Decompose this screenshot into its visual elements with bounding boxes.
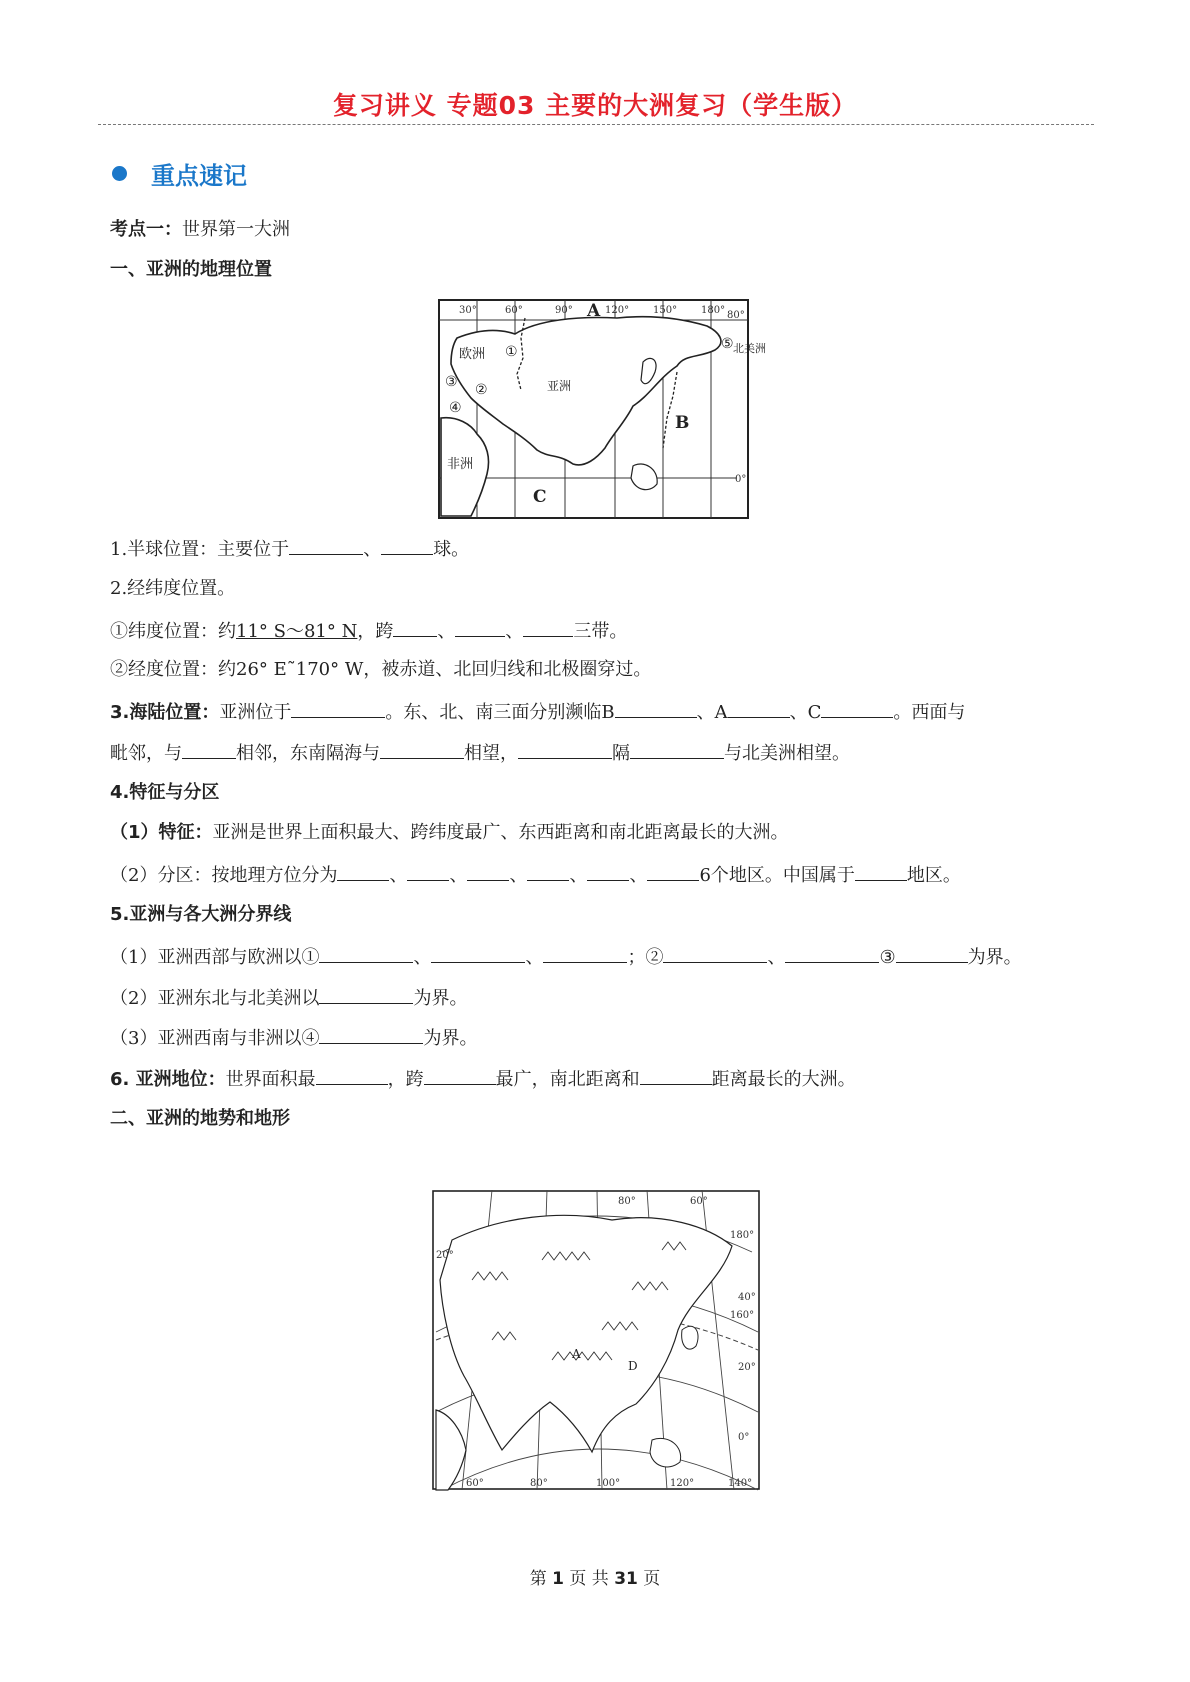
map1-num-1: ① bbox=[505, 344, 518, 360]
lon-label-90: 90° bbox=[555, 305, 573, 316]
blank bbox=[615, 699, 697, 718]
q5-1-text-d: 为界。 bbox=[967, 947, 1022, 968]
blank bbox=[319, 1025, 423, 1044]
blank bbox=[647, 862, 699, 881]
blank bbox=[291, 699, 385, 718]
footer-text-b: 页 共 bbox=[569, 1569, 609, 1589]
blank bbox=[319, 985, 413, 1004]
blank bbox=[393, 618, 437, 637]
lon-label-60: 60° bbox=[505, 305, 523, 316]
blank bbox=[424, 1066, 496, 1085]
q3b-text-a: 毗邻，与 bbox=[110, 743, 182, 764]
blank bbox=[316, 1066, 388, 1085]
map2-left-label-20: 20° bbox=[436, 1250, 454, 1261]
kaodian-line bbox=[110, 218, 290, 242]
blank bbox=[543, 944, 627, 963]
kaodian-text: 世界第一大洲 bbox=[182, 219, 290, 240]
q1-line bbox=[110, 536, 469, 562]
q2-1-latitude-range: 11° S～81° N bbox=[236, 621, 358, 642]
q4-2-text-b: 6个地区。中国属于 bbox=[699, 865, 855, 886]
sep: 、 bbox=[525, 947, 544, 968]
blank bbox=[728, 699, 790, 718]
section-heading-text: 重点速记 bbox=[151, 162, 247, 190]
q2-1-text-a: ①纬度位置：约 bbox=[110, 621, 236, 642]
sep: 、 bbox=[629, 865, 648, 886]
lon-label-150: 150° bbox=[653, 305, 678, 316]
q6-label: 6. 亚洲地位： bbox=[110, 1069, 226, 1090]
q3-text-d: 、C bbox=[789, 702, 822, 723]
map1-label-asia: 亚洲 bbox=[547, 379, 572, 393]
map2-top-label-80: 80° bbox=[618, 1196, 636, 1207]
q5-1-line bbox=[110, 944, 1022, 970]
title-divider bbox=[98, 124, 1094, 125]
q4-2-text-c: 地区。 bbox=[906, 865, 961, 886]
q3b-text-e: 与北美洲相望。 bbox=[724, 743, 850, 764]
q3-label: 3.海陆位置： bbox=[110, 702, 220, 723]
lat-label-0: 0° bbox=[735, 474, 747, 485]
page-title: 复习讲义 专题03 主要的大洲复习（学生版） bbox=[332, 91, 858, 120]
map1-num-5: ⑤ bbox=[721, 336, 734, 352]
blank bbox=[855, 862, 907, 881]
map2-bottom-label-80: 80° bbox=[530, 1478, 548, 1489]
map1-label-north-america: 北美洲 bbox=[733, 342, 766, 355]
q6-text-a: 世界面积最 bbox=[225, 1069, 316, 1090]
blank bbox=[630, 740, 724, 759]
map2-right-label-40: 40° bbox=[738, 1292, 756, 1303]
q6-text-d: 距离最长的大洲。 bbox=[711, 1069, 856, 1090]
footer-page-number: 1 bbox=[552, 1569, 564, 1589]
q5-heading: 5.亚洲与各大洲分界线 bbox=[110, 904, 292, 925]
blank bbox=[289, 536, 363, 555]
map2-bottom-label-120: 120° bbox=[670, 1478, 695, 1489]
blank bbox=[527, 862, 569, 881]
q4-1-text: 亚洲是世界上面积最大、跨纬度最广、东西距离和南北距离最长的大洲。 bbox=[212, 822, 789, 843]
q1-text-b: 、 bbox=[363, 539, 382, 560]
q4-1-line bbox=[110, 821, 789, 845]
part1-heading: 一、亚洲的地理位置 bbox=[110, 259, 272, 280]
footer-text-a: 第 bbox=[529, 1569, 547, 1589]
blank bbox=[523, 618, 573, 637]
sep: 、 bbox=[569, 865, 588, 886]
map1-num-3: ③ bbox=[445, 374, 458, 390]
blank bbox=[431, 944, 525, 963]
blank bbox=[380, 740, 464, 759]
q6-line bbox=[110, 1066, 856, 1092]
blank bbox=[319, 944, 413, 963]
q2-line: 2.经纬度位置。 bbox=[110, 578, 236, 599]
q4-2-text-a: （2）分区：按地理方位分为 bbox=[110, 865, 338, 886]
blank bbox=[663, 944, 767, 963]
sep: 、 bbox=[413, 947, 432, 968]
q2-1-text-d: 、 bbox=[505, 621, 524, 642]
lon-label-180: 180° bbox=[701, 305, 726, 316]
lon-label-120: 120° bbox=[605, 305, 630, 316]
q1-text-a: 1.半球位置：主要位于 bbox=[110, 539, 290, 560]
map2-mark-d: D bbox=[628, 1359, 638, 1373]
map2-bottom-label-100: 100° bbox=[596, 1478, 621, 1489]
blank bbox=[381, 536, 433, 555]
map2-bottom-label-60: 60° bbox=[466, 1478, 484, 1489]
blank bbox=[785, 944, 879, 963]
q4-heading: 4.特征与分区 bbox=[110, 782, 220, 803]
bullet-icon bbox=[112, 166, 127, 181]
q5-3-text-a: （3）亚洲西南与非洲以④ bbox=[110, 1028, 320, 1049]
q5-1-text-c: ③ bbox=[879, 947, 896, 968]
map1-mark-c: C bbox=[533, 487, 547, 507]
q5-3-text-b: 为界。 bbox=[423, 1028, 478, 1049]
q6-text-b: ，跨 bbox=[387, 1069, 424, 1090]
q2-1-text-b: ，跨 bbox=[357, 621, 394, 642]
sep: 、 bbox=[509, 865, 528, 886]
map1-num-2: ② bbox=[475, 382, 488, 398]
q1-text-c: 球。 bbox=[433, 539, 470, 560]
map1-mark-a: A bbox=[587, 301, 601, 321]
map2-right-label-0: 0° bbox=[738, 1432, 750, 1443]
map1-num-4: ④ bbox=[449, 400, 462, 416]
map2-right-label-160: 160° bbox=[730, 1310, 755, 1321]
blank bbox=[407, 862, 449, 881]
q3-text-b: 。东、北、南三面分别濒临B bbox=[385, 702, 615, 723]
blank bbox=[455, 618, 505, 637]
q3-text-c: 、A bbox=[696, 702, 728, 723]
sep: 、 bbox=[449, 865, 468, 886]
q5-1-text-a: （1）亚洲西部与欧洲以① bbox=[110, 947, 320, 968]
q2-1-text-e: 三带。 bbox=[573, 621, 628, 642]
q3-line bbox=[110, 699, 965, 725]
sep: 、 bbox=[767, 947, 786, 968]
footer-text-c: 页 bbox=[643, 1569, 661, 1589]
q5-2-text-a: （2）亚洲东北与北美洲以 bbox=[110, 988, 320, 1009]
footer-total-pages: 31 bbox=[614, 1569, 638, 1589]
q4-1-label: （1）特征： bbox=[110, 822, 213, 843]
q2-2-line: ②经度位置：约26° E˜170° W，被赤道、北回归线和北极圈穿过。 bbox=[110, 659, 652, 680]
blank bbox=[821, 699, 893, 718]
page-footer bbox=[0, 1564, 1190, 1589]
map2-mark-a: A bbox=[572, 1347, 581, 1361]
q5-3-line bbox=[110, 1025, 477, 1051]
map1-mark-b: B bbox=[675, 413, 690, 433]
q4-2-line bbox=[110, 862, 961, 888]
kaodian-label: 考点一： bbox=[110, 219, 182, 240]
q6-text-c: 最广，南北距离和 bbox=[495, 1069, 640, 1090]
q3b-text-c: 相望， bbox=[464, 743, 518, 764]
lon-label-30: 30° bbox=[459, 305, 477, 316]
q5-2-line bbox=[110, 985, 467, 1011]
blank bbox=[640, 1066, 712, 1085]
q2-1-text-c: 、 bbox=[437, 621, 456, 642]
section-heading bbox=[112, 156, 247, 191]
map1-label-africa: 非洲 bbox=[447, 457, 474, 472]
blank bbox=[337, 862, 389, 881]
asia-position-map bbox=[437, 298, 766, 520]
blank bbox=[587, 862, 629, 881]
map1-label-europe: 欧洲 bbox=[459, 347, 486, 362]
blank bbox=[467, 862, 509, 881]
blank bbox=[182, 740, 236, 759]
q2-1-line bbox=[110, 618, 627, 644]
map2-right-label-20: 20° bbox=[738, 1362, 756, 1373]
map2-bottom-label-140: 140° bbox=[728, 1478, 753, 1489]
asia-terrain-map bbox=[432, 1190, 762, 1492]
blank bbox=[896, 944, 968, 963]
lat-label-80: 80° bbox=[727, 310, 745, 321]
q3b-text-b: 相邻，东南隔海与 bbox=[236, 743, 380, 764]
q3-text-a: 亚洲位于 bbox=[219, 702, 292, 723]
map2-top-label-60: 60° bbox=[690, 1196, 708, 1207]
part2-heading: 二、亚洲的地势和地形 bbox=[110, 1108, 290, 1129]
q3-text-e: 。西面与 bbox=[893, 702, 966, 723]
map2-right-label-180: 180° bbox=[730, 1230, 755, 1241]
q5-1-text-b: ；② bbox=[627, 947, 664, 968]
q3b-text-d: 隔 bbox=[612, 743, 630, 764]
blank bbox=[518, 740, 612, 759]
q3b-line bbox=[110, 740, 850, 766]
q5-2-text-b: 为界。 bbox=[413, 988, 468, 1009]
sep: 、 bbox=[389, 865, 408, 886]
